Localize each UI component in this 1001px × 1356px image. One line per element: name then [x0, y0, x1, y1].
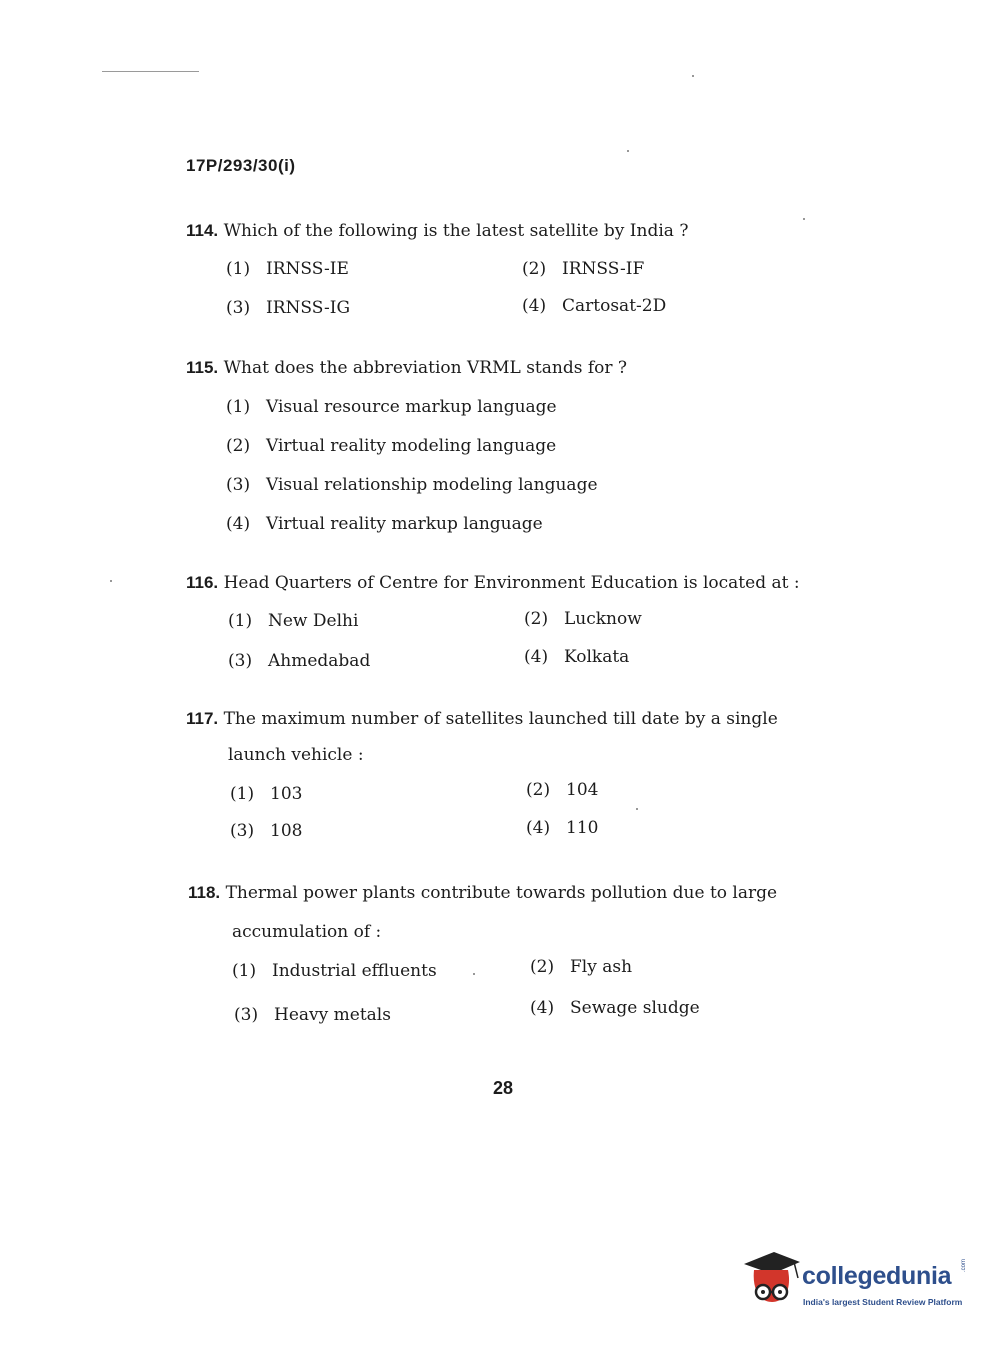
- option-number: (2): [522, 259, 547, 279]
- question-118: [188, 882, 828, 1040]
- option-number: (3): [234, 1005, 259, 1025]
- option-1: [230, 783, 302, 805]
- option-text: Sewage sludge: [570, 998, 700, 1018]
- option-number: (3): [230, 821, 255, 841]
- option-text: 103: [270, 784, 303, 804]
- scan-speck: [627, 150, 629, 152]
- collegedunia-logo: [742, 1250, 972, 1320]
- question-stem: What does the abbreviation VRML stands for ?: [223, 358, 628, 378]
- option-text: New Delhi: [268, 611, 359, 631]
- option-text: IRNSS-IG: [266, 298, 351, 318]
- options-grid: [226, 780, 786, 863]
- option-number: (2): [526, 780, 551, 800]
- option-number: (1): [232, 961, 257, 981]
- question-text: [186, 220, 826, 242]
- question-stem-continued: launch vehicle :: [228, 745, 364, 765]
- question-number: 114.: [186, 221, 219, 240]
- question-stem: Which of the following is the latest satellite by India ?: [223, 221, 689, 241]
- question-117: [186, 708, 826, 863]
- option-number: (3): [226, 298, 251, 318]
- question-number: 116.: [186, 573, 219, 592]
- logo-wordmark: collegedunia: [802, 1262, 952, 1290]
- options-list: [226, 396, 866, 535]
- option-number: (1): [226, 397, 251, 417]
- option-number: (3): [228, 651, 253, 671]
- top-rule: [102, 71, 199, 72]
- question-116: [186, 572, 826, 690]
- option-4: [226, 513, 866, 535]
- option-number: (2): [524, 609, 549, 629]
- option-text: Visual resource markup language: [266, 397, 557, 417]
- option-number: (3): [226, 475, 251, 495]
- question-text: [186, 572, 826, 594]
- option-4: [524, 646, 629, 668]
- option-number: (1): [230, 784, 255, 804]
- student-mascot-icon: [742, 1250, 802, 1320]
- option-text: IRNSS-IE: [266, 259, 349, 279]
- option-text: Fly ash: [570, 957, 633, 977]
- option-4: [526, 817, 598, 839]
- option-1: [232, 960, 437, 982]
- logo-tagline: India's largest Student Review Platform: [803, 1297, 963, 1307]
- question-stem: The maximum number of satellites launched till date by a single: [223, 709, 778, 729]
- option-2: [526, 779, 598, 801]
- option-number: (4): [522, 296, 547, 316]
- option-number: (1): [228, 611, 253, 631]
- question-number: 117.: [186, 709, 219, 728]
- option-number: (1): [226, 259, 251, 279]
- page-number: 28: [493, 1078, 514, 1098]
- options-grid: [226, 258, 786, 338]
- options-grid: [228, 957, 788, 1040]
- option-1: [226, 396, 866, 418]
- option-text: Visual relationship modeling language: [266, 475, 598, 495]
- option-number: (4): [526, 818, 551, 838]
- option-3: [230, 820, 302, 842]
- scan-speck: [692, 75, 694, 77]
- option-number: (2): [226, 436, 251, 456]
- option-text: Heavy metals: [274, 1005, 391, 1025]
- question-stem-continued: accumulation of :: [232, 922, 382, 942]
- option-text: 104: [566, 780, 599, 800]
- question-text: [186, 357, 826, 379]
- question-number: 118.: [188, 883, 221, 902]
- option-number: (4): [530, 998, 555, 1018]
- option-text: Cartosat-2D: [562, 296, 667, 316]
- option-text: 110: [566, 818, 599, 838]
- option-3: [234, 1004, 391, 1026]
- scan-speck: [110, 580, 112, 582]
- option-text: 108: [270, 821, 303, 841]
- question-text: [186, 708, 826, 730]
- option-text: Lucknow: [564, 609, 642, 629]
- paper-code: 17P/293/30(i): [186, 156, 296, 175]
- question-stem: Head Quarters of Centre for Environment Education is located at :: [223, 573, 800, 593]
- options-grid: [226, 610, 786, 690]
- option-1: [228, 610, 358, 632]
- option-3: [228, 650, 370, 672]
- option-number: (4): [226, 514, 251, 534]
- question-text: [188, 882, 828, 904]
- option-text: Virtual reality modeling language: [266, 436, 557, 456]
- option-text: IRNSS-IF: [562, 259, 645, 279]
- question-114: [186, 220, 826, 338]
- option-text: Virtual reality markup language: [266, 514, 543, 534]
- option-2: [522, 258, 644, 280]
- question-stem: Thermal power plants contribute towards pollution due to large: [225, 883, 778, 903]
- option-number: (4): [524, 647, 549, 667]
- question-115: [186, 357, 826, 552]
- option-4: [530, 997, 700, 1019]
- option-3: [226, 474, 866, 496]
- option-1: [226, 258, 349, 280]
- option-4: [522, 295, 666, 317]
- option-3: [226, 297, 350, 319]
- option-text: Industrial effluents: [272, 961, 437, 981]
- option-2: [530, 956, 632, 978]
- question-number: 115.: [186, 358, 219, 377]
- option-2: [226, 435, 866, 457]
- option-2: [524, 608, 642, 630]
- option-number: (2): [530, 957, 555, 977]
- option-text: Ahmedabad: [268, 651, 371, 671]
- logo-suffix: .com: [961, 1258, 967, 1272]
- option-text: Kolkata: [564, 647, 630, 667]
